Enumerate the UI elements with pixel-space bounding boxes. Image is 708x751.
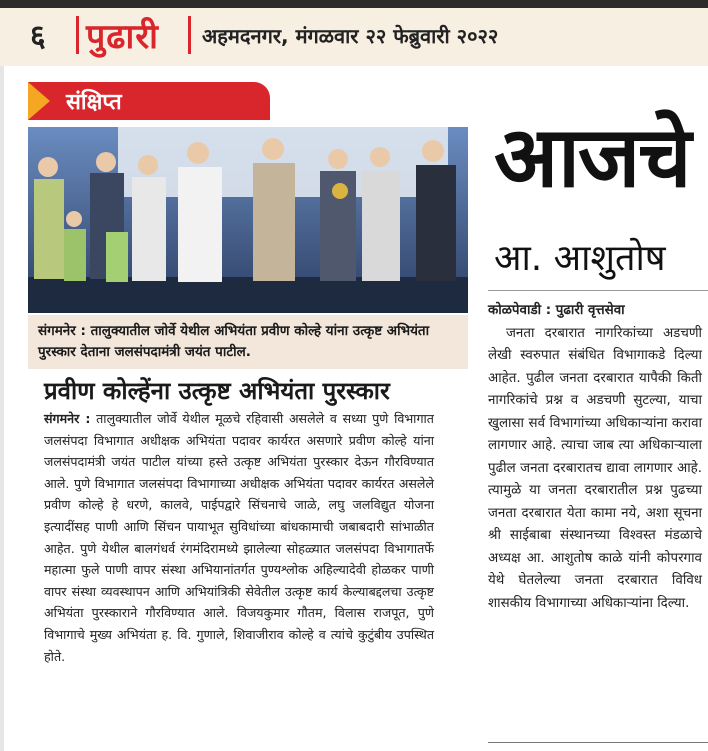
top-strip: [0, 0, 708, 8]
right-body-text: जनता दरबारात नागरिकांच्या अडचणी लेखी स्वरुपात संबंधित विभागाकडे दिल्या आहेत. पुढील जनता दरबारात यापैकी किती नागरिकांचे प्रश्न व अडचणी सुटल्या, याचा खुलासा सर्व विभागांच्या अधिकाऱ्यांना करावा लागणार आहे. त्याचा जाब त्या अधिकाऱ्याला पुढील जनता दरबारातच द्यावा लागणार आहे. त्यामुळे या जनता दरबारातील प्रश्न पुढच्या जनता दरबारात येता कामा नये, अशा सूचना श्री साईबाबा संस्थानच्या विश्वस्त मंडळाचे अध्यक्ष आ. आशुतोष काळे यांनी कोपरगाव येथे घेतलेल्या जनता दरबारात विविध शासकीय विभागाच्या अधिकाऱ्यांना दिल्या.: [488, 325, 702, 611]
right-sub-headline: आ. आशुतोष: [494, 238, 666, 279]
right-article-body: [488, 300, 702, 615]
logo-divider-right: [188, 16, 191, 54]
article-headline: प्रवीण कोल्हेंना उत्कृष्ट अभियंता पुरस्कार: [44, 377, 390, 405]
section-arrow-icon: [28, 82, 50, 120]
edition-dateline: अहमदनगर, मंगळवार २२ फेब्रुवारी २०२२: [202, 24, 499, 48]
article-dateline: संगमनेर :: [44, 411, 91, 426]
article-body-text: तालुक्यातील जोर्वे येथील मूळचे रहिवासी असलेले व सध्या पुणे विभागात जलसंपदा विभागात अधीक्षक अभियंता पदावर कार्यरत असणारे प्रवीण कोल्हे यांना जलसंपदामंत्री जयंत पाटील यांच्या हस्ते उत्कृष्ट अभियंता पुरस्कार देऊन गौरविण्यात आले. पुणे विभागात जलसंपदा विभागाच्या अधीक्षक अभियंता पदावर कार्यरत असलेले प्रवीण कोल्हे हे धरणे, कालवे, पाईपद्वारे सिंचनाचे जाळे, लघु जलविद्युत योजना इत्यादींसह पाणी आणि सिंचन पायाभूत सुविधांच्या बांधकामाची जबाबदारी सांभाळीत आहेत. पुणे येथील बालगंधर्व रंगमंदिरामध्ये झालेल्या सोहळ्यात जलसंपदा विभागातर्फे महात्मा फुले पाणी वापर संस्था अभियानांतर्गत पुण्यश्लोक अहिल्यादेवी होळकर पाणी वापर संस्था व्यवस्थापन आणि अभियांत्रिकी सेवेतील उत्कृष्ट कार्य केल्याबद्दलचा उत्कृष्ट अभियंता पुरस्काराने गौरविण्यात आले. विजयकुमार गौतम, विलास राजपूत, पुणे विभागाचे मुख्य अभियंता ह. वि. गुणाले, शिवाजीराव कोल्हे व त्यांचे कुटुंबीय उपस्थित होते.: [44, 411, 434, 664]
right-column-rule: [488, 290, 708, 291]
page-number: ६: [30, 19, 46, 54]
section-banner: [28, 82, 270, 120]
newspaper-logo: पुढारी: [86, 17, 159, 57]
award-ceremony-photo: [28, 127, 468, 313]
award-photo-illustration: [28, 127, 468, 313]
photo-caption: संगमनेर : तालुक्यातील जोर्वे येथील अभियंता प्रवीण कोल्हे यांना उत्कृष्ट अभियंता पुरस्कार देताना जलसंपदामंत्री जयंत पाटील.: [38, 323, 430, 360]
section-label: संक्षिप्त: [66, 90, 122, 115]
logo-divider-left: [76, 16, 79, 54]
right-bottom-rule: [488, 742, 708, 743]
right-big-headline: आजचे: [494, 108, 690, 206]
right-dateline: कोळपेवाडी : पुढारी वृत्तसेवा: [488, 303, 625, 318]
page-margin-rule: [0, 66, 4, 751]
article-body: [44, 408, 434, 667]
